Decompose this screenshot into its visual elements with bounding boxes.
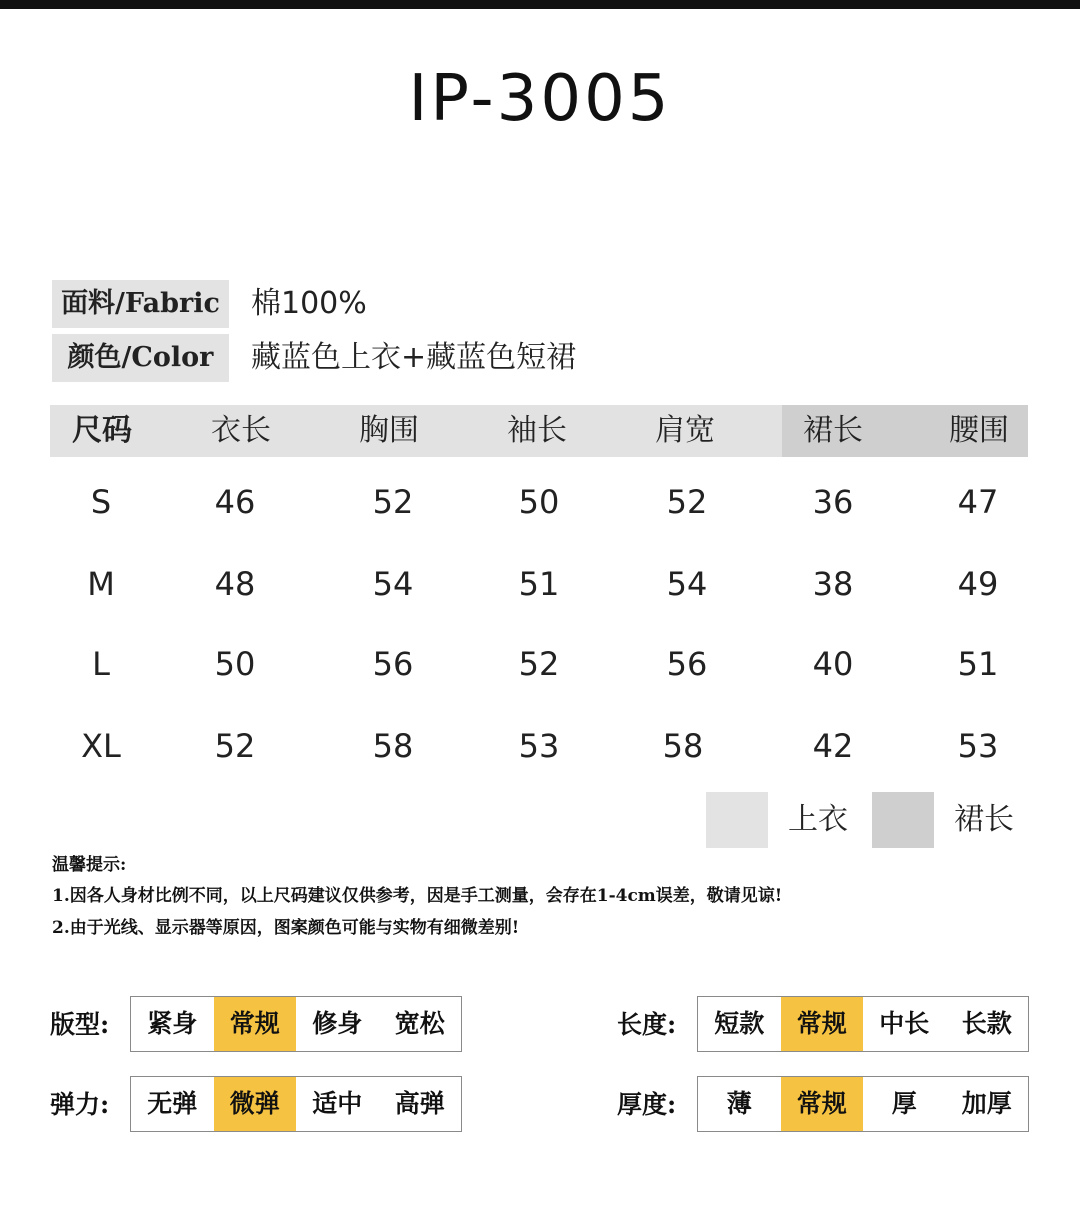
cell-shoulder: 54 [666, 565, 708, 603]
cell-bust: 54 [372, 565, 414, 603]
length-option-regular: 常规 [781, 997, 864, 1051]
header-size: 尺码 [72, 413, 132, 448]
cell-size: L [92, 645, 110, 683]
notes-line-1: 1.因各人身材比例不同，以上尺码建议仅供参考，因是手工测量，会存在1-4cm误差，敬请见谅! [52, 886, 783, 906]
thickness-option-extra-thick: 加厚 [961, 1089, 1012, 1118]
cell-sleeve: 53 [518, 727, 560, 765]
length-option-short: 短款 [714, 1009, 765, 1038]
cell-shoulder: 52 [666, 483, 708, 521]
fabric-value: 棉100% [251, 286, 367, 321]
notes-heading: 温馨提示: [52, 855, 127, 875]
length-options [697, 996, 1029, 1052]
cell-bust: 52 [372, 483, 414, 521]
legend-top-swatch [706, 792, 768, 848]
stretch-option-none: 无弹 [147, 1089, 198, 1118]
cell-shoulder: 56 [666, 645, 708, 683]
cell-skirt-length: 40 [812, 645, 854, 683]
color-value: 藏蓝色上衣+藏蓝色短裙 [251, 340, 577, 375]
cell-skirt-length: 42 [812, 727, 854, 765]
stretch-options [130, 1076, 462, 1132]
header-skirt-length: 裙长 [803, 413, 863, 448]
fit-option-regular: 常规 [214, 997, 297, 1051]
cell-waist: 47 [957, 483, 999, 521]
top-border [0, 0, 1080, 9]
cell-waist: 49 [957, 565, 999, 603]
cell-sleeve: 51 [518, 565, 560, 603]
fabric-label: 面料/Fabric [52, 280, 229, 328]
thickness-options [697, 1076, 1029, 1132]
color-label: 颜色/Color [52, 334, 229, 382]
cell-size: XL [81, 727, 121, 765]
thickness-label: 厚度: [617, 1090, 677, 1119]
cell-top-length: 52 [214, 727, 256, 765]
header-bust: 胸围 [359, 413, 419, 448]
fit-option-tight: 紧身 [147, 1009, 198, 1038]
cell-top-length: 50 [214, 645, 256, 683]
cell-top-length: 46 [214, 483, 256, 521]
cell-skirt-length: 38 [812, 565, 854, 603]
cell-sleeve: 52 [518, 645, 560, 683]
fit-options [130, 996, 462, 1052]
header-shoulder: 肩宽 [655, 413, 715, 448]
stretch-option-medium: 适中 [312, 1089, 363, 1118]
header-top-length: 衣长 [211, 413, 271, 448]
product-title: IP-3005 [408, 62, 672, 136]
length-option-long: 长款 [961, 1009, 1012, 1038]
legend-skirt-label: 裙长 [954, 802, 1014, 837]
cell-waist: 51 [957, 645, 999, 683]
cell-waist: 53 [957, 727, 999, 765]
cell-bust: 58 [372, 727, 414, 765]
notes-line-2: 2.由于光线、显示器等原因，图案颜色可能与实物有细微差别! [52, 918, 520, 938]
legend-skirt-swatch [872, 792, 934, 848]
fit-option-slim: 修身 [312, 1009, 363, 1038]
thickness-option-thick: 厚 [891, 1089, 917, 1118]
legend-top-label: 上衣 [788, 802, 848, 837]
header-sleeve: 袖长 [507, 413, 567, 448]
cell-sleeve: 50 [518, 483, 560, 521]
cell-shoulder: 58 [662, 727, 704, 765]
length-option-mid: 中长 [879, 1009, 930, 1038]
cell-size: S [90, 483, 112, 521]
cell-size: M [87, 565, 115, 603]
length-label: 长度: [617, 1010, 677, 1039]
thickness-option-regular: 常规 [781, 1077, 864, 1131]
cell-bust: 56 [372, 645, 414, 683]
stretch-option-high: 高弹 [394, 1089, 445, 1118]
stretch-option-slight: 微弹 [214, 1077, 297, 1131]
stretch-label: 弹力: [50, 1090, 110, 1119]
header-waist: 腰围 [949, 413, 1009, 448]
thickness-option-thin: 薄 [726, 1089, 752, 1118]
fit-option-loose: 宽松 [394, 1009, 445, 1038]
fit-label: 版型: [50, 1010, 110, 1039]
cell-top-length: 48 [214, 565, 256, 603]
cell-skirt-length: 36 [812, 483, 854, 521]
